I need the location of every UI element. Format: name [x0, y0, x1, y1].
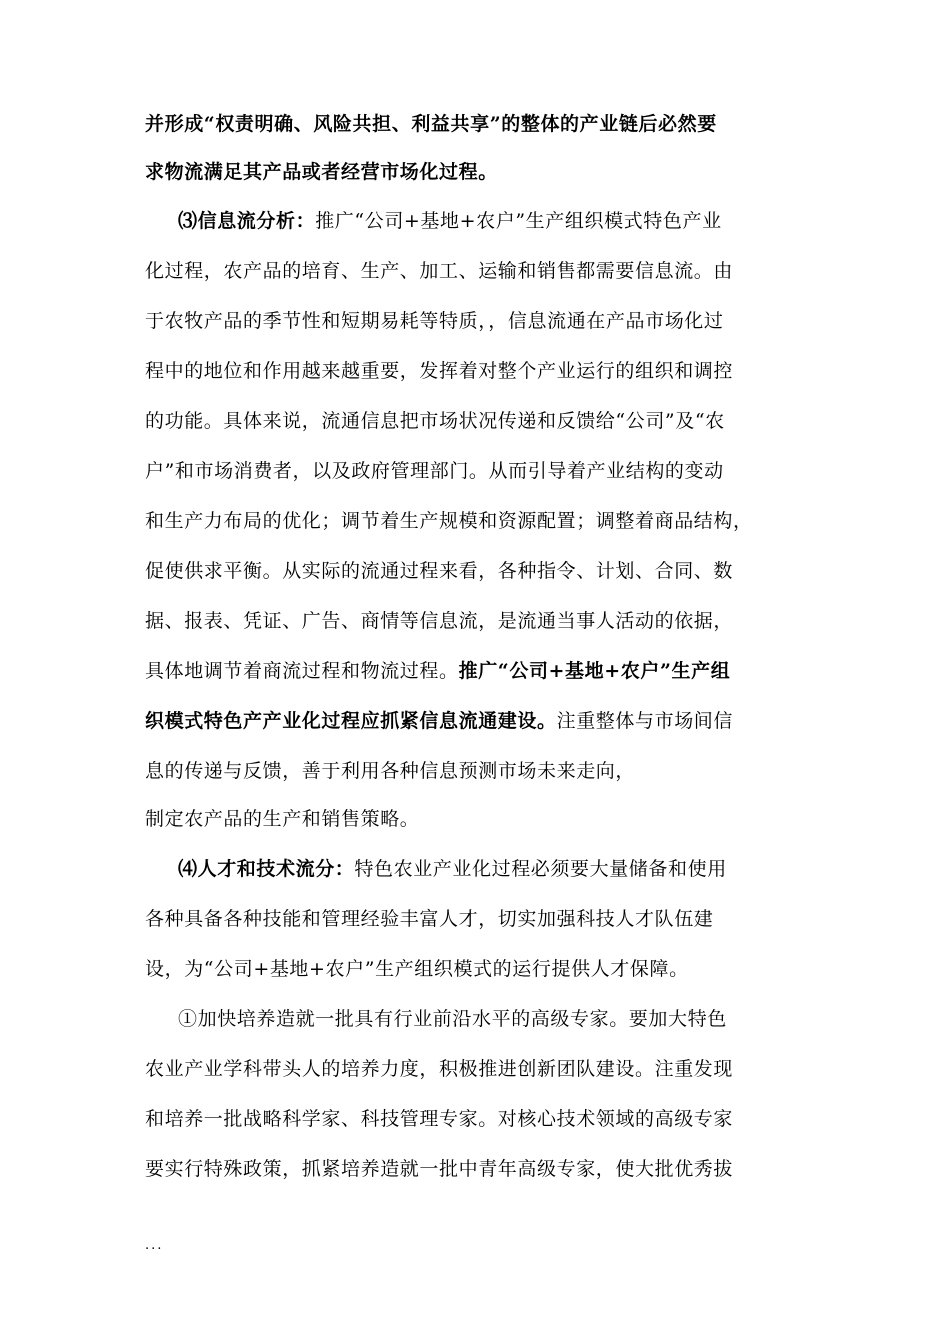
text-line: [145, 759, 825, 783]
text-line: [145, 459, 825, 483]
list-item-line: [178, 1007, 858, 1031]
text-line: [145, 359, 825, 383]
text-segment: 化过程，农产品的培育、生产、加工、运输和销售都需要信息流。由: [145, 260, 734, 282]
section-heading: ⑶信息流分析：: [178, 210, 316, 232]
section-heading-line: [178, 857, 858, 881]
text-segment: 程中的地位和作用越来越重要，发挥着对整个产业运行的组织和调控: [145, 360, 734, 382]
text-segment: 于农牧产品的季节性和短期易耗等特质，，信息流通在产品市场化过: [145, 310, 724, 332]
text-line: [145, 709, 825, 733]
text-segment: 制定农产品的生产和销售策略。: [145, 808, 420, 830]
text-segment: 促使供求平衡。从实际的流通过程来看，各种指令、计划、合同、数: [145, 560, 734, 582]
section-heading-line: [178, 209, 858, 233]
text-segment: 各种具备各种技能和管理经验丰富人才，切实加强科技人才队伍建: [145, 908, 714, 930]
text-segment: 息的传递与反馈，善于利用各种信息预测市场未来走向，: [145, 760, 636, 782]
text-segment: 农业产业学科带头人的培养力度，积极推进创新团队建设。注重发现: [145, 1058, 734, 1080]
text-line: [145, 309, 825, 333]
text-segment-bold: 推广“公司+基地+农户”生产组: [458, 660, 731, 682]
text-line: [145, 659, 825, 683]
text-segment: 设，为“公司+基地+农户”生产组织模式的运行提供人才保障。: [145, 958, 689, 980]
text-segment: 注重整体与市场间信: [556, 710, 734, 732]
text-line: [145, 559, 825, 583]
text-segment: 推广“公司+基地+农户”生产组织模式特色产业: [315, 210, 722, 232]
text-line: [145, 609, 825, 633]
text-line: [145, 259, 825, 283]
text-line: [145, 957, 825, 981]
text-line: [145, 1157, 825, 1181]
page-footer-marker: ...: [145, 1238, 164, 1253]
text-line: [145, 509, 825, 533]
text-segment: 特色农业产业化过程必须要大量储备和使用: [354, 858, 727, 880]
text-line: [145, 907, 825, 931]
text-line: [145, 1057, 825, 1081]
text-segment: 并形成“权责明确、风险共担、利益共享”的整体的产业链后必然要: [145, 113, 717, 135]
text-line: [145, 112, 825, 136]
text-segment: 据、报表、凭证、广告、商情等信息流，是流通当事人活动的依据，: [145, 610, 734, 632]
text-line: [145, 409, 825, 433]
text-segment: 要实行特殊政策，抓紧培养造就一批中青年高级专家，使大批优秀拔: [145, 1158, 734, 1180]
section-heading: ⑷人才和技术流分：: [178, 858, 355, 880]
text-segment: ①加快培养造就一批具有行业前沿水平的高级专家。要加大特色: [178, 1008, 727, 1030]
text-segment: 具体地调节着商流过程和物流过程。: [145, 660, 459, 682]
text-segment: 的功能。具体来说，流通信息把市场状况传递和反馈给“公司”及“农: [145, 410, 725, 432]
text-line: [145, 160, 825, 184]
text-segment: 求物流满足其产品或者经营市场化过程。: [145, 161, 498, 183]
text-segment-bold: 织模式特色产产业化过程应抓紧信息流通建设。: [145, 710, 557, 732]
text-segment: 户”和市场消费者，以及政府管理部门。从而引导着产业结构的变动: [145, 460, 724, 482]
text-segment: 和培养一批战略科学家、科技管理专家。对核心技术领域的高级专家: [145, 1108, 734, 1130]
text-line: [145, 807, 825, 831]
text-segment: 和生产力布局的优化；调节着生产规模和资源配置；调整着商品结构，: [145, 510, 753, 532]
text-line: [145, 1107, 825, 1131]
